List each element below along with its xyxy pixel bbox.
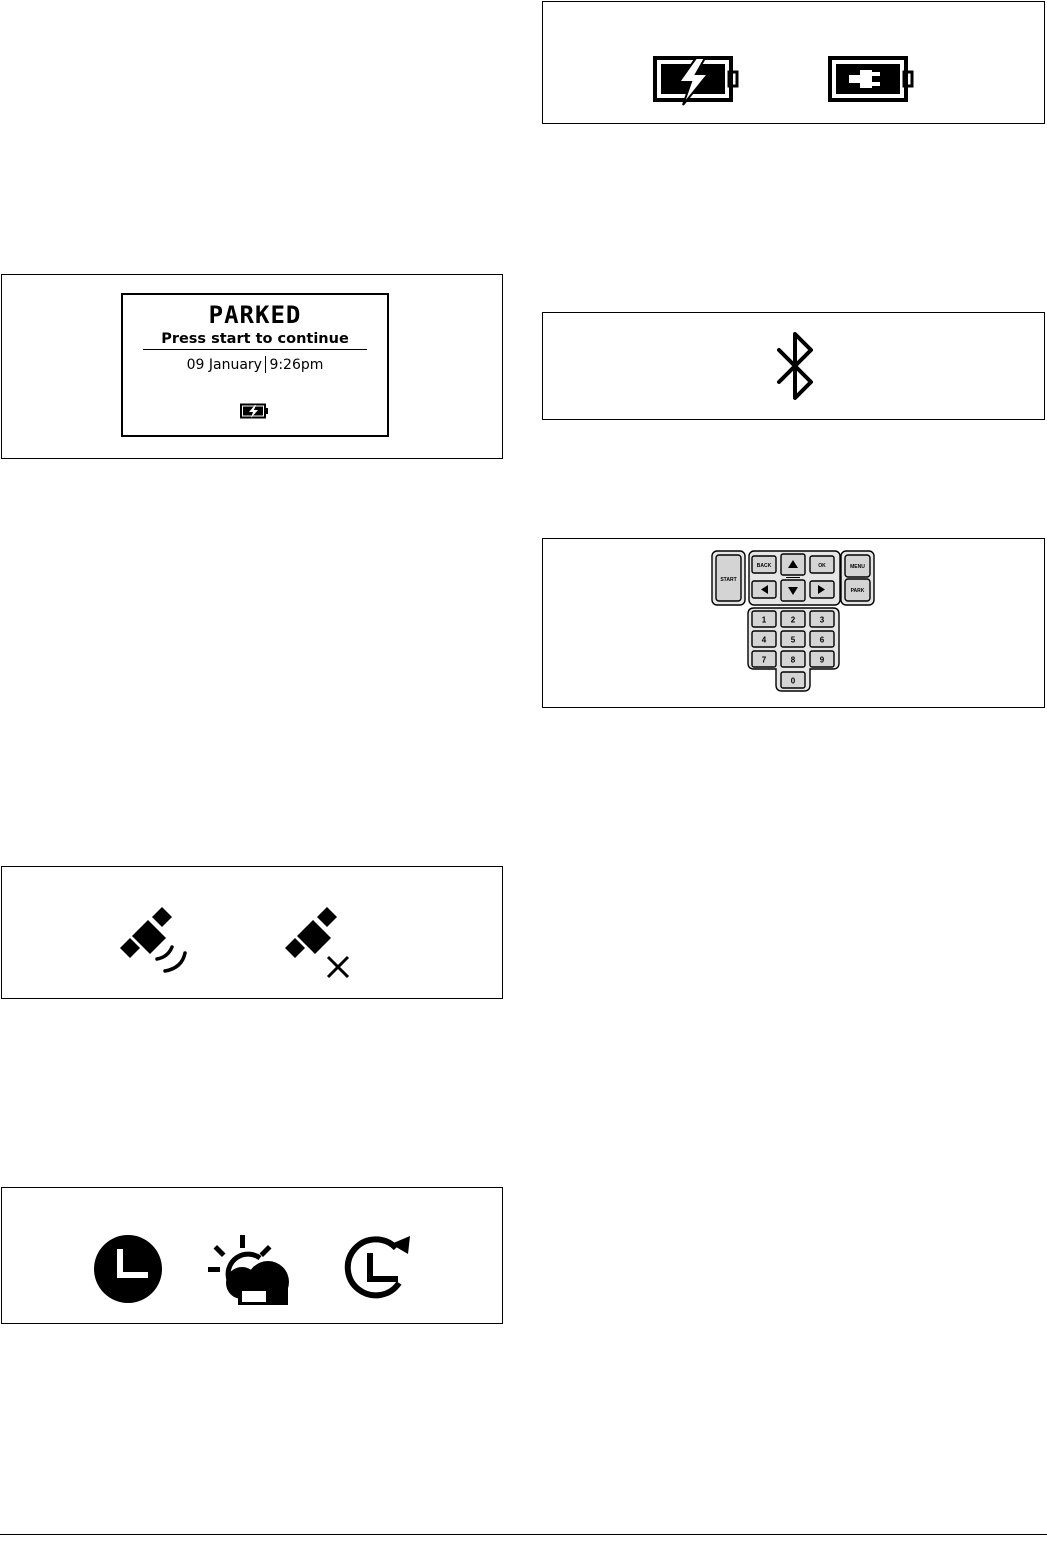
digit-key-label: 5 — [790, 635, 796, 645]
digit-key-6[interactable] — [810, 631, 834, 647]
menu-key-label: MENU — [850, 564, 865, 570]
lcd-divider — [143, 349, 367, 350]
digit-key-7[interactable] — [752, 651, 776, 667]
satellite-signal-icon — [120, 907, 185, 971]
digit-key-label: 6 — [819, 635, 825, 645]
digit-key-label: 3 — [819, 615, 825, 625]
bluetooth-figure — [542, 312, 1045, 420]
ok-key[interactable] — [810, 556, 834, 573]
bluetooth-icon — [779, 334, 811, 398]
lcd-date: 09 January — [186, 357, 262, 373]
parked-screen-figure — [1, 274, 503, 459]
lcd-subtitle: Press start to continue — [161, 331, 349, 347]
clock-filled-icon — [94, 1235, 162, 1303]
digit-key-label: 8 — [790, 655, 796, 665]
lcd-title: PARKED — [208, 301, 302, 329]
lcd-display — [121, 293, 389, 437]
start-key-label: START — [720, 577, 737, 583]
ok-key-label: OK — [818, 563, 826, 569]
digit-key-9[interactable] — [810, 651, 834, 667]
park-key-label: PARK — [850, 588, 865, 594]
park-key[interactable] — [845, 579, 870, 601]
keypad-figure — [542, 538, 1045, 708]
lcd-time: 9:26pm — [269, 357, 324, 373]
down-arrow-key[interactable] — [781, 580, 805, 601]
digit-key-label: 9 — [819, 655, 825, 665]
digit-key-label: 7 — [761, 655, 767, 665]
clock-rewind-icon — [348, 1236, 410, 1295]
back-key[interactable] — [752, 556, 776, 573]
lcd-separator — [265, 356, 267, 373]
digit-key-4[interactable] — [752, 631, 776, 647]
lcd-date-time — [123, 356, 387, 374]
right-arrow-key[interactable] — [810, 581, 834, 598]
battery-charging-icon — [655, 58, 737, 105]
gps-figure — [1, 866, 503, 999]
digit-key-1[interactable] — [752, 611, 776, 627]
up-arrow-key[interactable] — [781, 554, 805, 575]
digit-key-8[interactable] — [781, 651, 805, 667]
menu-key[interactable] — [845, 555, 870, 577]
digit-key-5[interactable] — [781, 631, 805, 647]
satellite-no-signal-icon — [285, 907, 348, 977]
footer-rule — [0, 1534, 1047, 1535]
digit-key-label: 1 — [761, 615, 767, 625]
clock-figure — [1, 1187, 503, 1324]
digit-key-label: 4 — [761, 635, 767, 645]
sun-cloud-icon — [208, 1235, 289, 1305]
digit-key-3[interactable] — [810, 611, 834, 627]
digit-key-2[interactable] — [781, 611, 805, 627]
left-arrow-key[interactable] — [752, 581, 776, 598]
battery-plug-icon — [830, 58, 912, 100]
battery-figure — [542, 1, 1045, 124]
battery-charging-icon — [240, 403, 270, 424]
digit-key-0[interactable] — [781, 672, 805, 688]
digit-key-label: 0 — [790, 676, 796, 686]
back-key-label: BACK — [756, 563, 772, 569]
digit-key-label: 2 — [790, 615, 796, 625]
start-key[interactable] — [716, 555, 741, 601]
